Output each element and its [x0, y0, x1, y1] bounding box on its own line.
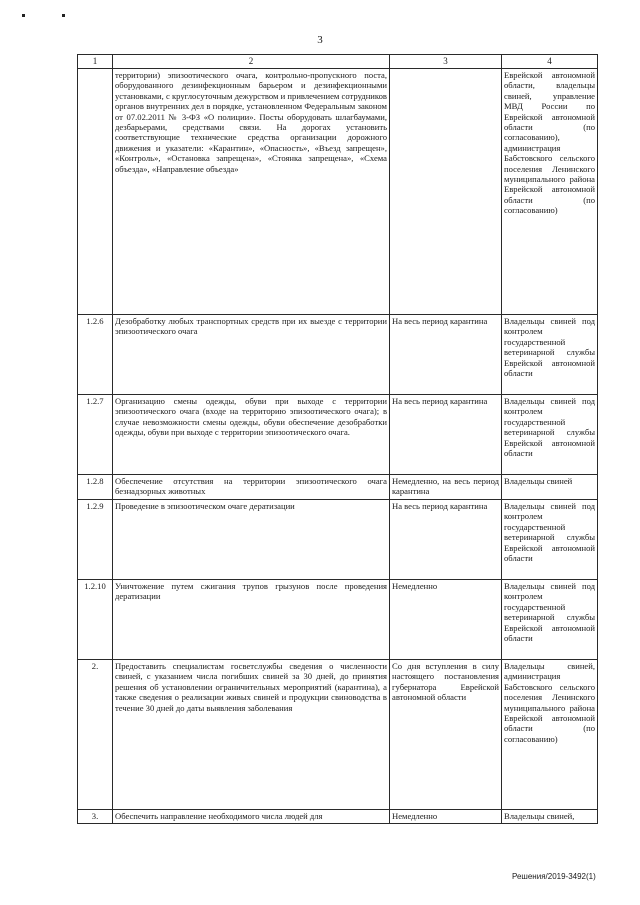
responsible-text: Владельцы свиней под контролем государственной ветеринарной службы Еврейской автономной области: [502, 395, 598, 475]
row-number: 1.2.9: [78, 500, 113, 580]
table-row: [78, 475, 598, 500]
responsible-text: Владельцы свиней под контролем государственной ветеринарной службы Еврейской автономной области: [502, 315, 598, 395]
document-id: Решения/2019-3492(1): [512, 872, 596, 881]
term-text: [390, 69, 502, 315]
measures-table: [77, 54, 598, 824]
measure-text: Предоставить специалистам госветслужбы сведения о численности свиней, с указанием числа погибших свиней за 30 дней, до принятия решения об установлении ограничительных мероприятий (карантина), а также сведения о реализации живых свиней и продукции свиноводства в течение 30 дней до даты выявления заболевания: [113, 660, 390, 810]
row-number: 3.: [78, 810, 113, 824]
term-text: На весь период карантина: [390, 500, 502, 580]
page-number: 3: [317, 34, 323, 46]
table-row: [78, 69, 598, 315]
term-text: Немедленно: [390, 810, 502, 824]
measure-text: Обеспечение отсутствия на территории эпизоотического очага безнадзорных животных: [113, 475, 390, 500]
column-header: 2: [113, 55, 390, 69]
row-number: 2.: [78, 660, 113, 810]
column-header: 3: [390, 55, 502, 69]
row-number: 1.2.6: [78, 315, 113, 395]
responsible-text: Владельцы свиней,: [502, 810, 598, 824]
column-header: 1: [78, 55, 113, 69]
responsible-text: Владельцы свиней, администрация Бабстовского сельского поселения Ленинского муниципального района Еврейской автономной области (по согласованию): [502, 660, 598, 810]
responsible-text: Владельцы свиней под контролем государственной ветеринарной службы Еврейской автономной области: [502, 580, 598, 660]
measure-text: Дезобработку любых транспортных средств при их выезде с территории эпизоотического очага: [113, 315, 390, 395]
table-row: [78, 315, 598, 395]
measure-text: Организацию смены одежды, обуви при выходе с территории эпизоотического очага (входе на территорию эпизоотического очага); в случае невозможности смены одежды, обуви обеспечение дезобработки одежды, обуви при выходе с территории эпизоотического очага.: [113, 395, 390, 475]
table-row: [78, 660, 598, 810]
term-text: На весь период карантина: [390, 395, 502, 475]
measure-text: Обеспечить направление необходимого числа людей для: [113, 810, 390, 824]
row-number: 1.2.7: [78, 395, 113, 475]
responsible-text: Владельцы свиней под контролем государственной ветеринарной службы Еврейской автономной области: [502, 500, 598, 580]
scan-dot: [62, 14, 65, 17]
term-text: Немедленно, на весь период карантина: [390, 475, 502, 500]
term-text: Немедленно: [390, 580, 502, 660]
row-number: [78, 69, 113, 315]
table-row: [78, 810, 598, 824]
table-row: [78, 500, 598, 580]
measure-text: Уничтожение путем сжигания трупов грызунов после проведения дератизации: [113, 580, 390, 660]
responsible-text: Еврейской автономной области, владельцы свиней, управление МВД России по Еврейской автономной области (по согласованию), администрация Бабстовского сельского поселения Ленинского муниципального района Еврейской автономной области (по согласованию): [502, 69, 598, 315]
row-number: 1.2.10: [78, 580, 113, 660]
measure-text: территории) эпизоотического очага, контрольно-пропускного поста, оборудованного дезинфекционным барьером и дезинфекционными установками, с круглосуточным дежурством и привлечением сотрудников органов внутренних дел в порядке, установленном Федеральным законом от 07.02.2011 № 3-ФЗ «О полиции». Посты оборудовать шлагбаумами, дезбарьерами, средствами связи. На дорогах установить соответствующие технические средства организации дорожного движения и указатели: «Карантин», «Опасность», «Въезд запрещен», «Контроль», «Остановка запрещена», «Стоянка запрещена», «Схема объезда», «Направление объезда»: [113, 69, 390, 315]
row-number: 1.2.8: [78, 475, 113, 500]
column-header: 4: [502, 55, 598, 69]
table-header-row: [78, 55, 598, 69]
term-text: Со дня вступления в силу настоящего постановления губернатора Еврейской автономной области: [390, 660, 502, 810]
table-row: [78, 395, 598, 475]
responsible-text: Владельцы свиней: [502, 475, 598, 500]
term-text: На весь период карантина: [390, 315, 502, 395]
table-row: [78, 580, 598, 660]
scan-dot: [22, 14, 25, 17]
measure-text: Проведение в эпизоотическом очаге дератизации: [113, 500, 390, 580]
